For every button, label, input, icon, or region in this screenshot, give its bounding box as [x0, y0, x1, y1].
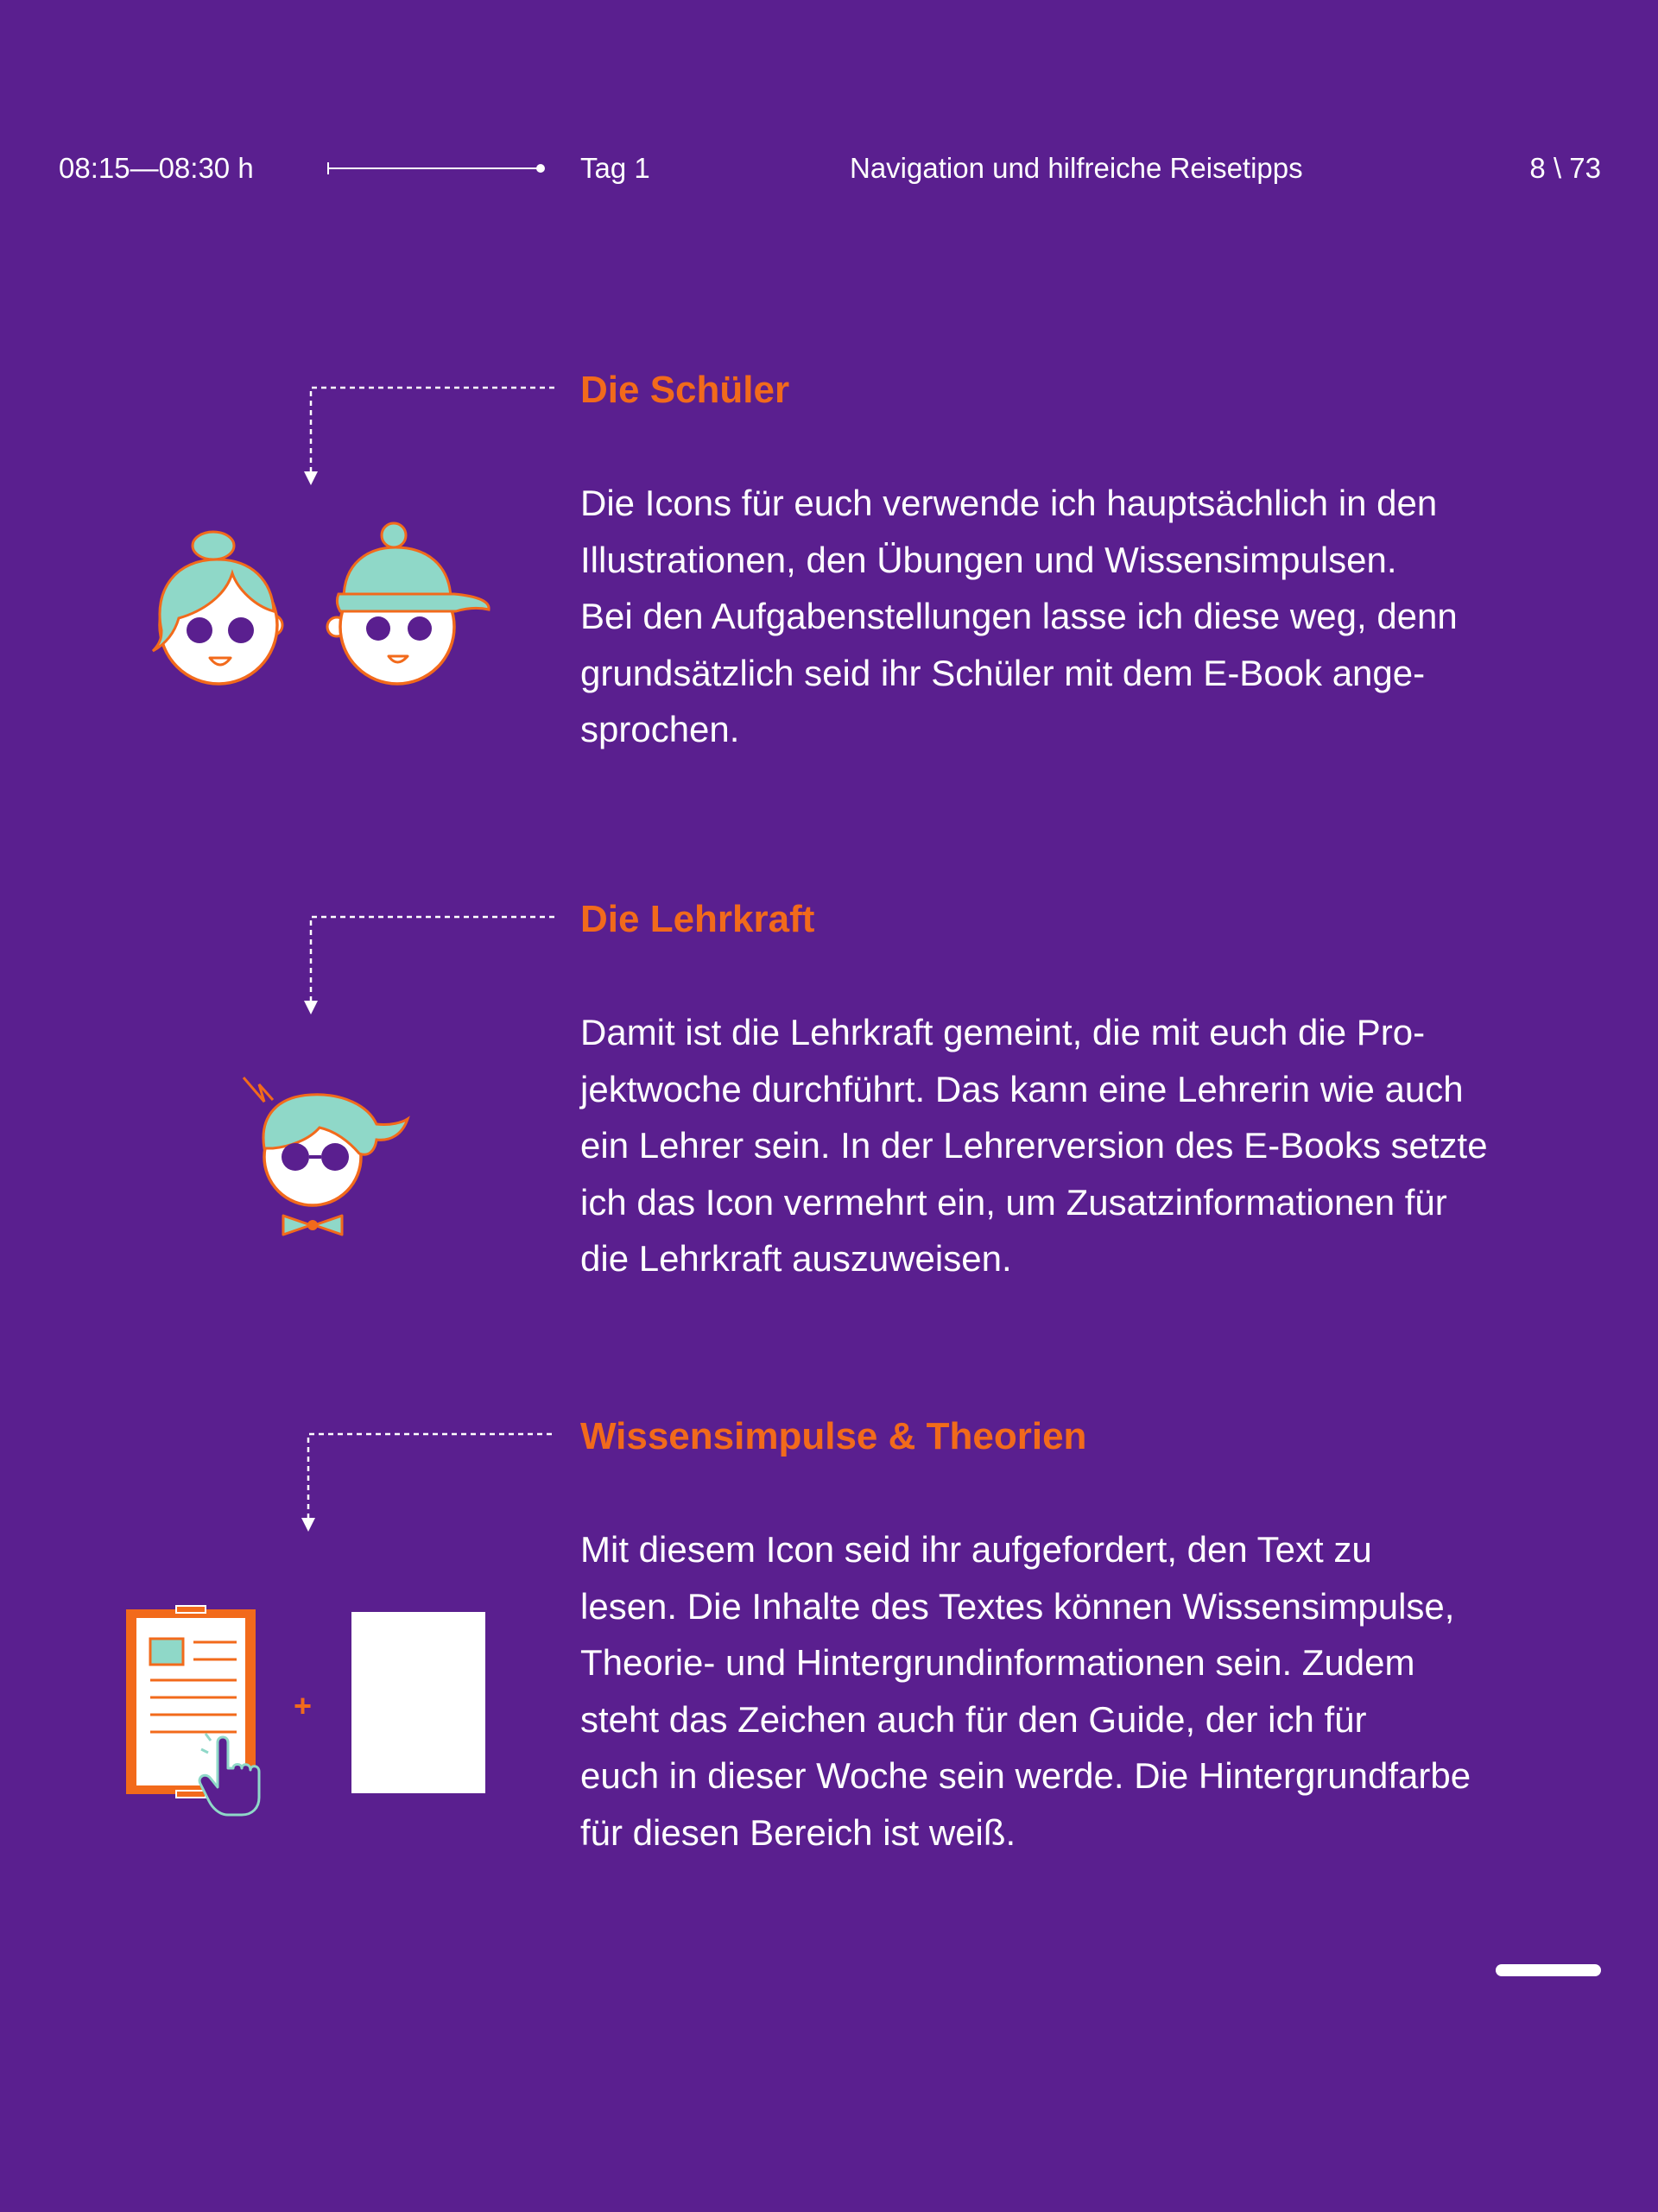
section-body-students — [580, 475, 1617, 758]
body-line: ich das Icon vermehrt ein, um Zusatzinformationen für — [580, 1181, 1447, 1223]
body-line: lesen. Die Inhalte des Textes können Wissensimpulse, — [580, 1585, 1455, 1627]
page-header — [0, 147, 1658, 190]
section-body-teacher — [580, 1004, 1617, 1287]
clipboard-document-icon — [121, 1602, 276, 1818]
page-end-marker — [1496, 1964, 1601, 1976]
body-line: die Lehrkraft auszuweisen. — [580, 1238, 1012, 1279]
body-line: steht das Zeichen auch für den Guide, der ich für — [580, 1698, 1367, 1740]
body-line: Illustrationen, den Übungen und Wissensimpulsen. — [580, 539, 1397, 580]
body-line: Damit ist die Lehrkraft gemeint, die mit euch die Pro- — [580, 1012, 1426, 1052]
body-line: jektwoche durchführt. Das kann eine Lehrerin wie auch — [580, 1068, 1464, 1109]
student-boy-beanie-icon — [321, 520, 494, 696]
dashed-connector-arrow-icon — [291, 1425, 555, 1537]
section-title-knowledge: Wissensimpulse & Theorien — [580, 1415, 1087, 1457]
section-body-knowledge — [580, 1521, 1617, 1861]
day-label: Tag 1 — [580, 152, 650, 184]
chapter-title: Navigation und hilfreiche Reisetipps — [850, 152, 1303, 184]
body-line: grundsätzlich seid ihr Schüler mit dem E-Book ange- — [580, 652, 1426, 693]
body-line: für diesen Bereich ist weiß. — [580, 1811, 1016, 1853]
plus-sign: + — [294, 1688, 313, 1723]
teacher-icon — [238, 1071, 411, 1240]
body-line: Theorie- und Hintergrundinformationen sein. Zudem — [580, 1642, 1415, 1683]
white-page-icon — [351, 1612, 485, 1793]
body-line: Die Icons für euch verwende ich hauptsächlich in den — [580, 483, 1438, 523]
dashed-connector-arrow-icon — [294, 378, 558, 490]
body-line: sprochen. — [580, 709, 740, 749]
time-range: 08:15—08:30 h — [59, 152, 254, 184]
body-line: euch in dieser Woche sein werde. Die Hintergrundfarbe — [580, 1755, 1471, 1796]
page-indicator: 8 \ 73 — [1529, 152, 1601, 184]
body-line: Bei den Aufgabenstellungen lasse ich diese weg, denn — [580, 596, 1458, 636]
dashed-connector-arrow-icon — [294, 907, 558, 1020]
section-title-teacher: Die Lehrkraft — [580, 898, 815, 940]
section-title-students: Die Schüler — [580, 369, 790, 411]
body-line: ein Lehrer sein. In der Lehrerversion des E-Books setzte — [580, 1125, 1488, 1166]
student-girl-icon — [142, 528, 298, 698]
timeline-progress-icon — [326, 159, 549, 178]
body-line: Mit diesem Icon seid ihr aufgefordert, den Text zu — [580, 1529, 1372, 1570]
